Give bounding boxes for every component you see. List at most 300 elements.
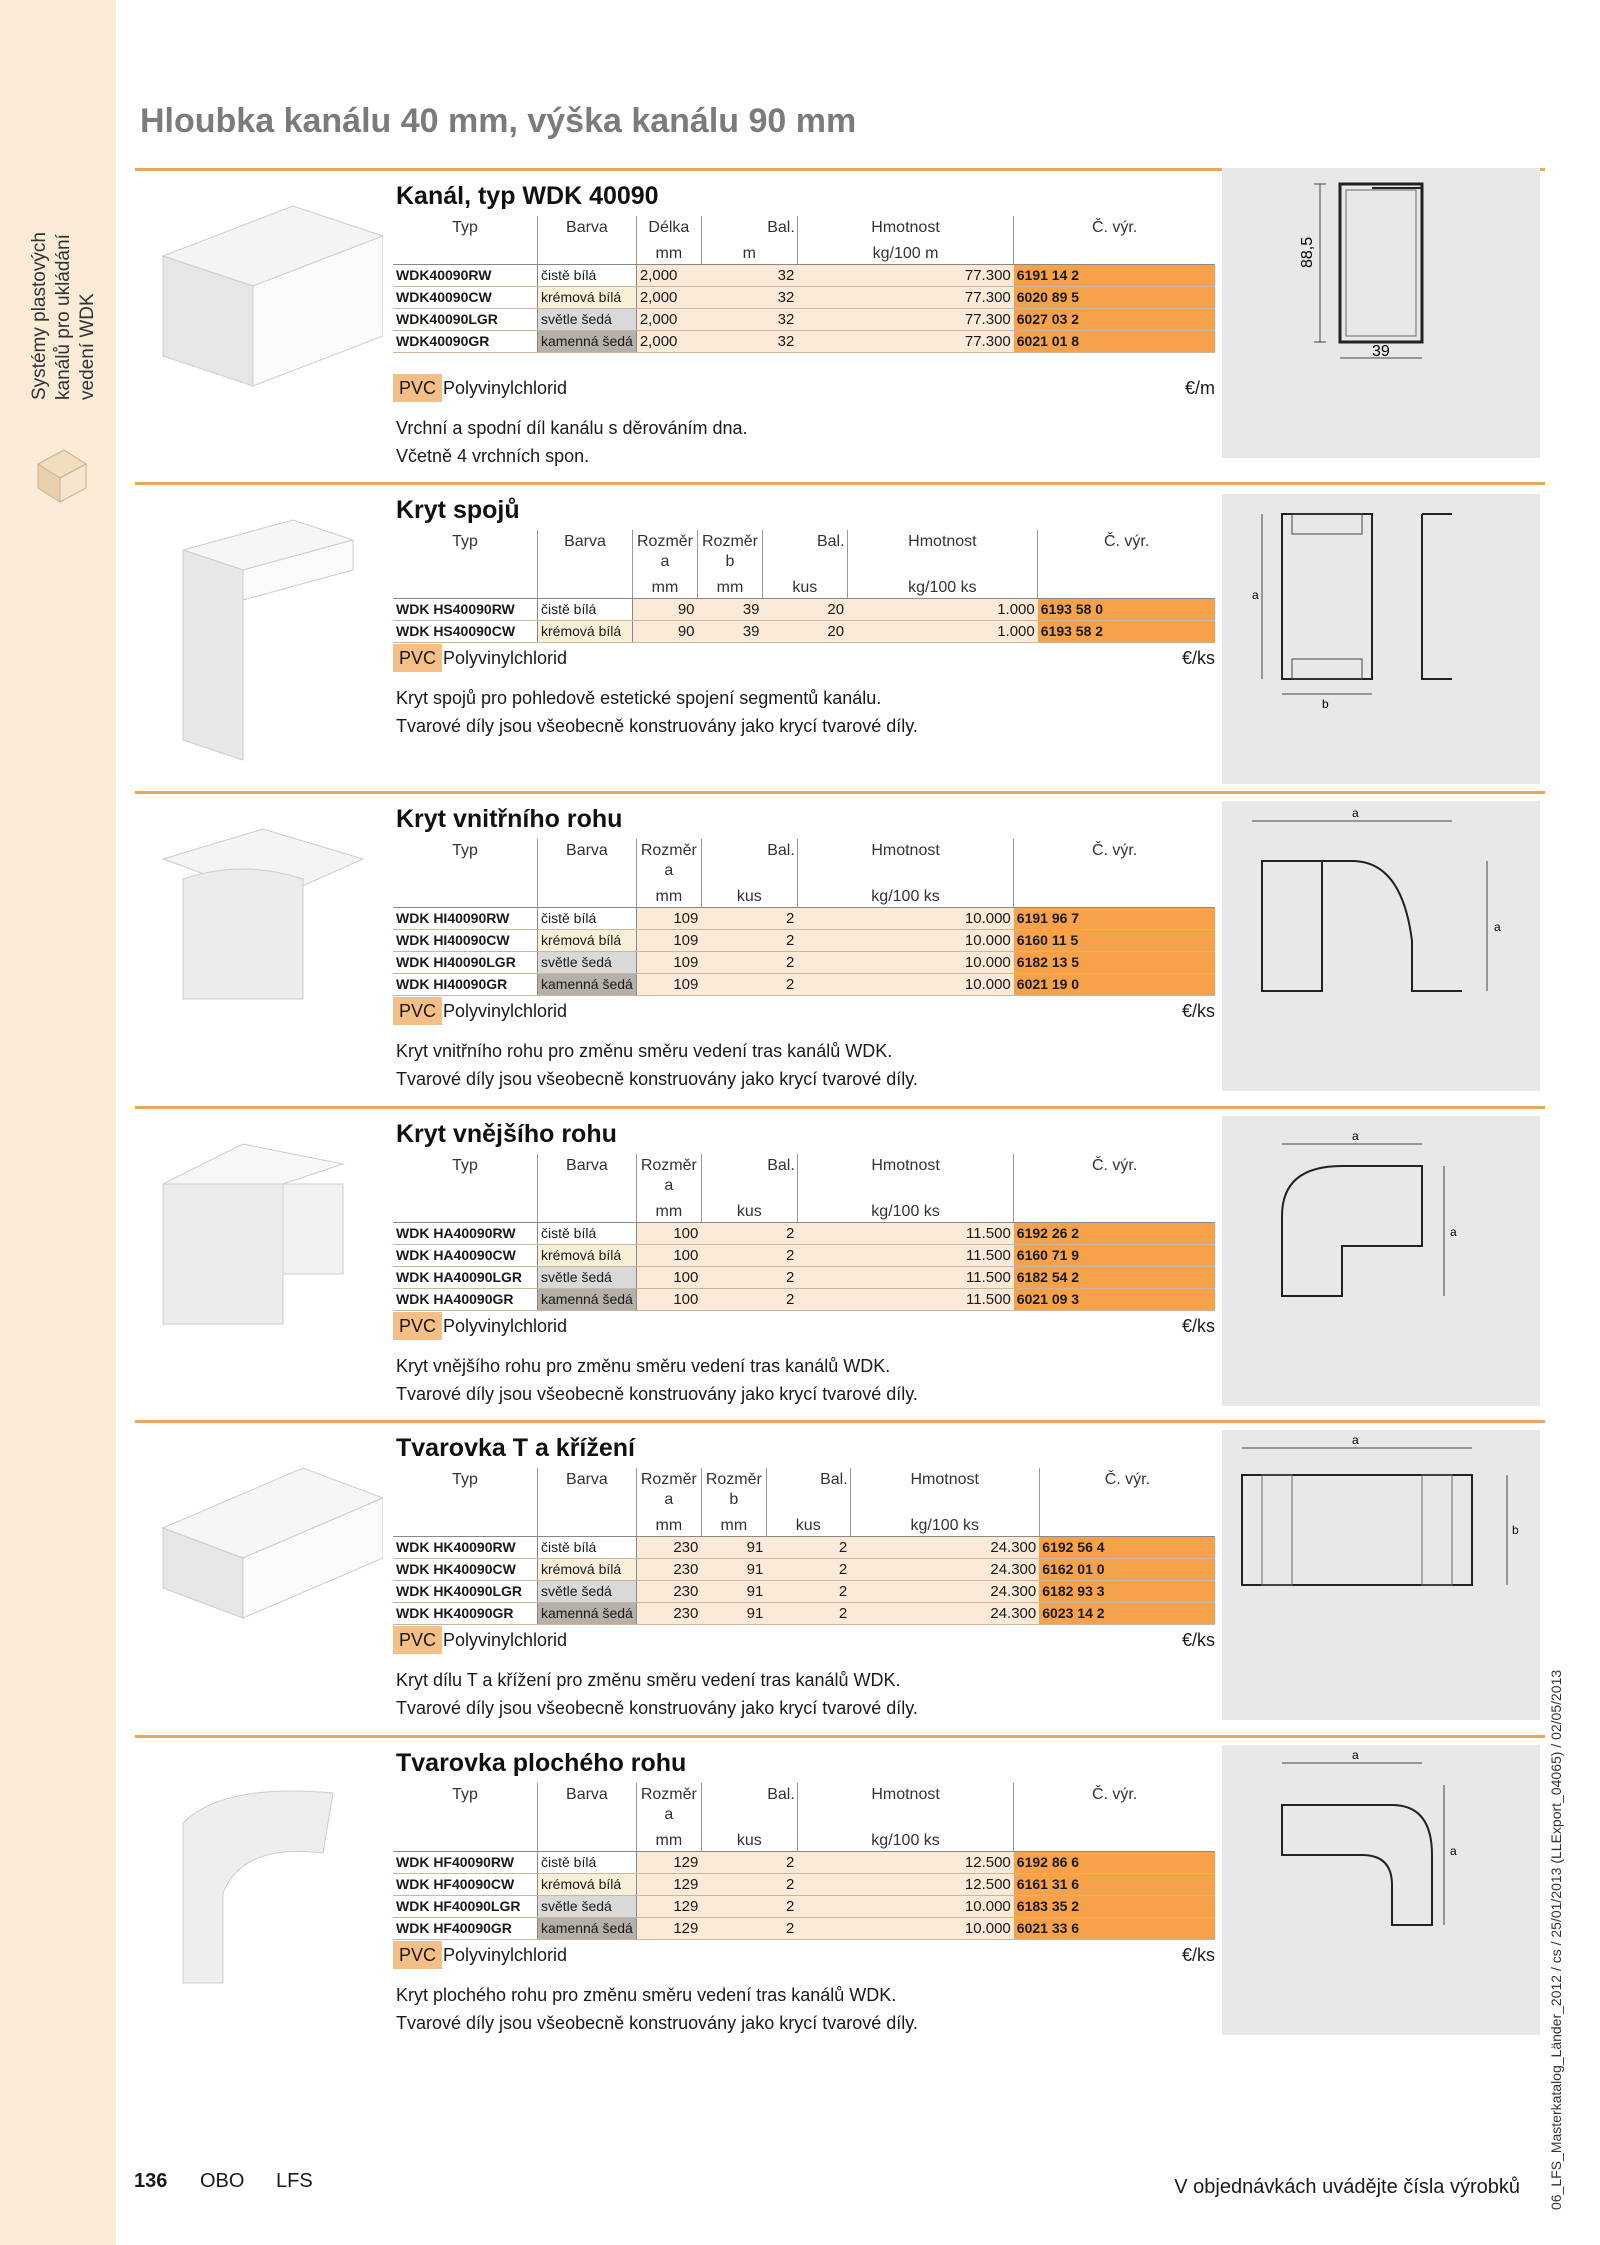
- table-row: [393, 1223, 1215, 1245]
- material-name: Polyvinylchlorid: [443, 1316, 568, 1336]
- order-number: 6021 33 6: [1014, 1918, 1215, 1940]
- color-name: světle šedá: [538, 309, 637, 331]
- table-cell: 2: [766, 1581, 850, 1603]
- material-badge: PVC: [393, 644, 442, 672]
- svg-text:a: a: [1494, 920, 1501, 934]
- page-number: 136: [134, 2170, 168, 2192]
- column-header: Č. výr.: [1038, 530, 1215, 572]
- table-cell: 32: [701, 331, 797, 353]
- column-header: Č. výr.: [1014, 839, 1215, 881]
- material-name: Polyvinylchlorid: [443, 1001, 568, 1021]
- table-cell: 10.000: [797, 930, 1013, 952]
- color-name: krémová bílá: [538, 621, 633, 643]
- order-number: 6160 11 5: [1014, 930, 1215, 952]
- column-unit: [393, 881, 538, 908]
- table-cell: 2: [701, 1918, 797, 1940]
- material-badge: PVC: [393, 997, 442, 1025]
- column-unit: [1014, 881, 1215, 908]
- order-number: 6021 19 0: [1014, 974, 1215, 996]
- product-code: WDK HK40090GR: [393, 1603, 538, 1625]
- table-row: [393, 1874, 1215, 1896]
- description-line: Tvarové díly jsou všeobecně konstruovány jako krycí tvarové díly.: [396, 1698, 918, 1718]
- column-unit: kus: [701, 1825, 797, 1852]
- catalog-meta: 06_LFS_Masterkatalog_Länder_2012 / cs / 25/01/2013 (LLExport_04065) / 02/05/2013: [1548, 1669, 1564, 2210]
- section-description: [396, 1981, 1196, 2037]
- table-cell: 90: [633, 599, 698, 621]
- table-cell: 1.000: [847, 599, 1038, 621]
- table-cell: 10.000: [797, 908, 1013, 930]
- description-line: Kryt vnějšího rohu pro změnu směru vedení tras kanálů WDK.: [396, 1356, 891, 1376]
- table-cell: 20: [763, 621, 848, 643]
- color-name: krémová bílá: [538, 287, 637, 309]
- table-cell: 24.300: [850, 1603, 1039, 1625]
- color-name: krémová bílá: [538, 1874, 637, 1896]
- material-name: Polyvinylchlorid: [443, 1630, 568, 1650]
- material-row: [393, 1626, 1215, 1654]
- color-name: světle šedá: [538, 952, 637, 974]
- table-cell: 77.300: [797, 265, 1013, 287]
- column-unit: mm: [636, 1510, 701, 1537]
- column-header: Bal.: [766, 1468, 850, 1510]
- table-cell: 32: [701, 309, 797, 331]
- product-table: [393, 216, 1215, 353]
- color-name: čistě bílá: [538, 1852, 637, 1874]
- column-header: Barva: [538, 216, 637, 238]
- product-code: WDK HS40090RW: [393, 599, 538, 621]
- table-row: [393, 930, 1215, 952]
- price-unit: €/ks: [1181, 1316, 1215, 1336]
- column-unit: kus: [766, 1510, 850, 1537]
- column-header: Rozměr a: [636, 1468, 701, 1510]
- product-code: WDK HK40090LGR: [393, 1581, 538, 1603]
- dimension-width: 39: [1372, 343, 1390, 360]
- column-header: Bal.: [701, 1783, 797, 1825]
- svg-text:a: a: [1450, 1225, 1457, 1239]
- section-title: Tvarovka T a křížení: [396, 1434, 636, 1462]
- table-cell: 2: [766, 1559, 850, 1581]
- section-description: [396, 1666, 1196, 1722]
- table-cell: 2: [766, 1603, 850, 1625]
- technical-drawing: [1222, 1745, 1540, 2035]
- table-cell: 2,000: [636, 309, 701, 331]
- column-unit: [538, 1825, 637, 1852]
- table-cell: 230: [636, 1559, 701, 1581]
- technical-drawing: [1222, 168, 1540, 458]
- column-unit: [1014, 1825, 1215, 1852]
- footer-brand: OBO: [200, 2170, 245, 2192]
- order-number: 6182 93 3: [1039, 1581, 1215, 1603]
- column-unit: [393, 572, 538, 599]
- column-header: Bal.: [763, 530, 848, 572]
- material-row: [393, 1312, 1215, 1340]
- table-row: [393, 1896, 1215, 1918]
- table-cell: 11.500: [797, 1267, 1013, 1289]
- column-unit: m: [701, 238, 797, 265]
- table-cell: 11.500: [797, 1223, 1013, 1245]
- product-code: WDK HF40090GR: [393, 1918, 538, 1940]
- material-badge: PVC: [393, 1312, 442, 1340]
- table-cell: 2: [701, 1852, 797, 1874]
- product-table: [393, 530, 1215, 643]
- table-row: [393, 599, 1215, 621]
- column-header: Bal.: [701, 1154, 797, 1196]
- table-cell: 100: [636, 1223, 701, 1245]
- description-line: Kryt spojů pro pohledově estetické spojení segmentů kanálu.: [396, 688, 882, 708]
- table-cell: 1.000: [847, 621, 1038, 643]
- material-badge: PVC: [393, 1941, 442, 1969]
- product-table: [393, 1154, 1215, 1311]
- column-unit: kg/100 ks: [797, 881, 1013, 908]
- column-header: Hmotnost: [797, 1783, 1013, 1825]
- product-code: WDK HS40090CW: [393, 621, 538, 643]
- description-line: Tvarové díly jsou všeobecně konstruovány jako krycí tvarové díly.: [396, 2013, 918, 2033]
- section-description: [396, 414, 1196, 470]
- column-header: Hmotnost: [797, 839, 1013, 881]
- price-unit: €/ks: [1181, 648, 1215, 668]
- table-cell: 39: [698, 599, 763, 621]
- table-cell: 2: [701, 930, 797, 952]
- table-row: [393, 1581, 1215, 1603]
- table-cell: 2,000: [636, 331, 701, 353]
- table-cell: 91: [701, 1537, 766, 1559]
- table-cell: 2: [701, 974, 797, 996]
- column-unit: mm: [636, 1825, 701, 1852]
- column-unit: mm: [636, 238, 701, 265]
- section-title: Kryt vnějšího rohu: [396, 1120, 617, 1148]
- product-code: WDK HI40090CW: [393, 930, 538, 952]
- column-header: Barva: [538, 530, 633, 572]
- column-unit: kg/100 ks: [850, 1510, 1039, 1537]
- column-header: Typ: [452, 1471, 478, 1488]
- table-cell: 129: [636, 1852, 701, 1874]
- table-row: [393, 1289, 1215, 1311]
- product-photo: [143, 196, 383, 456]
- column-unit: mm: [636, 1196, 701, 1223]
- product-code: WDK HI40090GR: [393, 974, 538, 996]
- table-row: [393, 1245, 1215, 1267]
- product-table: [393, 1783, 1215, 1940]
- table-row: [393, 974, 1215, 996]
- order-number: 6161 31 6: [1014, 1874, 1215, 1896]
- table-row: [393, 1918, 1215, 1940]
- column-header: Typ: [452, 533, 478, 550]
- order-number: 6191 14 2: [1014, 265, 1215, 287]
- table-cell: 2: [701, 1223, 797, 1245]
- table-cell: 100: [636, 1245, 701, 1267]
- column-header: Č. výr.: [1039, 1468, 1215, 1510]
- table-row: [393, 1559, 1215, 1581]
- dimension-height: 88,5: [1299, 236, 1316, 268]
- product-code: WDK40090CW: [393, 287, 538, 309]
- product-table: [393, 839, 1215, 996]
- price-unit: €/m: [1184, 378, 1215, 398]
- column-header: Délka: [636, 216, 701, 238]
- material-name: Polyvinylchlorid: [443, 378, 568, 398]
- description-line: Tvarové díly jsou všeobecně konstruovány jako krycí tvarové díly.: [396, 716, 918, 736]
- section-description: [396, 1037, 1196, 1093]
- column-header: Rozměr a: [636, 839, 701, 881]
- column-header: Barva: [538, 1154, 637, 1196]
- column-header: Bal.: [701, 216, 797, 238]
- order-number: 6162 01 0: [1039, 1559, 1215, 1581]
- table-cell: 109: [636, 952, 701, 974]
- column-header: Rozměr a: [636, 1154, 701, 1196]
- color-name: světle šedá: [538, 1581, 637, 1603]
- color-name: krémová bílá: [538, 1245, 637, 1267]
- svg-text:b: b: [1322, 697, 1329, 711]
- product-code: WDK HA40090RW: [393, 1223, 538, 1245]
- table-row: [393, 287, 1215, 309]
- color-name: světle šedá: [538, 1267, 637, 1289]
- product-code: WDK HK40090RW: [393, 1537, 538, 1559]
- column-unit: kg/100 ks: [797, 1196, 1013, 1223]
- product-code: WDK HA40090LGR: [393, 1267, 538, 1289]
- order-number: 6192 26 2: [1014, 1223, 1215, 1245]
- svg-text:a: a: [1352, 1129, 1359, 1143]
- table-cell: 109: [636, 908, 701, 930]
- table-cell: 2: [766, 1537, 850, 1559]
- table-cell: 32: [701, 287, 797, 309]
- table-cell: 100: [636, 1267, 701, 1289]
- svg-text:a: a: [1450, 1844, 1457, 1858]
- color-name: kamenná šedá: [538, 1289, 637, 1311]
- color-name: kamenná šedá: [538, 974, 637, 996]
- column-header: Č. výr.: [1014, 216, 1215, 238]
- order-number: 6023 14 2: [1039, 1603, 1215, 1625]
- section-divider: [135, 482, 1545, 485]
- description-line: Kryt vnitřního rohu pro změnu směru vedení tras kanálů WDK.: [396, 1041, 893, 1061]
- product-code: WDK HF40090CW: [393, 1874, 538, 1896]
- table-cell: 129: [636, 1918, 701, 1940]
- column-unit: [538, 1510, 637, 1537]
- table-row: [393, 309, 1215, 331]
- color-name: kamenná šedá: [538, 1603, 637, 1625]
- column-unit: mm: [701, 1510, 766, 1537]
- column-header: Hmotnost: [850, 1468, 1039, 1510]
- product-code: WDK HI40090RW: [393, 908, 538, 930]
- column-unit: [1014, 238, 1215, 265]
- sidebar: [0, 0, 116, 2245]
- order-number: 6182 54 2: [1014, 1267, 1215, 1289]
- column-unit: mm: [698, 572, 763, 599]
- section-divider: [135, 1735, 1545, 1738]
- description-line: Tvarové díly jsou všeobecně konstruovány jako krycí tvarové díly.: [396, 1069, 918, 1089]
- section-title: Kryt vnitřního rohu: [396, 805, 623, 833]
- table-row: [393, 621, 1215, 643]
- price-unit: €/ks: [1181, 1001, 1215, 1021]
- table-cell: 77.300: [797, 309, 1013, 331]
- column-header: Rozměr a: [633, 530, 698, 572]
- column-unit: kg/100 m: [797, 238, 1013, 265]
- column-header: Rozměr b: [701, 1468, 766, 1510]
- column-header: Typ: [452, 1157, 478, 1174]
- product-code: WDK HI40090LGR: [393, 952, 538, 974]
- column-unit: kus: [701, 881, 797, 908]
- column-header: Barva: [538, 839, 637, 881]
- product-code: WDK HK40090CW: [393, 1559, 538, 1581]
- table-cell: 91: [701, 1559, 766, 1581]
- description-line: Vrchní a spodní díl kanálu s děrováním dna.: [396, 418, 748, 438]
- table-cell: 109: [636, 974, 701, 996]
- table-row: [393, 952, 1215, 974]
- table-cell: 90: [633, 621, 698, 643]
- footer-note: V objednávkách uvádějte čísla výrobků: [1174, 2176, 1520, 2198]
- column-header: Č. výr.: [1014, 1783, 1215, 1825]
- table-row: [393, 331, 1215, 353]
- material-row: [393, 644, 1215, 672]
- table-cell: 39: [698, 621, 763, 643]
- table-row: [393, 1852, 1215, 1874]
- column-unit: [538, 572, 633, 599]
- column-unit: kus: [701, 1196, 797, 1223]
- color-name: čistě bílá: [538, 908, 637, 930]
- svg-text:a: a: [1352, 806, 1359, 820]
- table-cell: 91: [701, 1603, 766, 1625]
- color-name: světle šedá: [538, 1896, 637, 1918]
- channel-thumbnail-icon: [34, 446, 90, 506]
- product-code: WDK HF40090RW: [393, 1852, 538, 1874]
- column-header: Typ: [452, 219, 478, 236]
- product-code: WDK40090RW: [393, 265, 538, 287]
- table-cell: 2,000: [636, 265, 701, 287]
- section-title: Kryt spojů: [396, 496, 520, 524]
- order-number: 6192 86 6: [1014, 1852, 1215, 1874]
- product-code: WDK40090GR: [393, 331, 538, 353]
- order-number: 6182 13 5: [1014, 952, 1215, 974]
- column-header: Hmotnost: [847, 530, 1038, 572]
- order-number: 6021 01 8: [1014, 331, 1215, 353]
- table-cell: 129: [636, 1896, 701, 1918]
- product-photo: [143, 819, 383, 1079]
- footer-brand-lfs: LFS: [276, 2170, 313, 2192]
- material-row: [393, 374, 1215, 402]
- table-cell: 32: [701, 265, 797, 287]
- table-cell: 10.000: [797, 1918, 1013, 1940]
- table-cell: 77.300: [797, 287, 1013, 309]
- column-unit: [1038, 572, 1215, 599]
- color-name: krémová bílá: [538, 1559, 637, 1581]
- table-cell: 2: [701, 1245, 797, 1267]
- section-title: Tvarovka plochého rohu: [396, 1749, 687, 1777]
- price-unit: €/ks: [1181, 1630, 1215, 1650]
- column-unit: [393, 238, 538, 265]
- table-cell: 24.300: [850, 1559, 1039, 1581]
- column-unit: kus: [763, 572, 848, 599]
- table-cell: 12.500: [797, 1852, 1013, 1874]
- technical-drawing: [1222, 494, 1540, 784]
- column-header: Typ: [452, 842, 478, 859]
- column-unit: [1014, 1196, 1215, 1223]
- table-cell: 24.300: [850, 1537, 1039, 1559]
- table-cell: 129: [636, 1874, 701, 1896]
- product-table: [393, 1468, 1215, 1625]
- table-cell: 109: [636, 930, 701, 952]
- material-badge: PVC: [393, 1626, 442, 1654]
- section-title: Kanál, typ WDK 40090: [396, 182, 659, 210]
- order-number: 6183 35 2: [1014, 1896, 1215, 1918]
- column-unit: [538, 881, 637, 908]
- table-cell: 230: [636, 1603, 701, 1625]
- section-divider: [135, 791, 1545, 794]
- table-row: [393, 265, 1215, 287]
- svg-text:b: b: [1512, 1523, 1519, 1537]
- table-row: [393, 1537, 1215, 1559]
- table-cell: 11.500: [797, 1245, 1013, 1267]
- table-cell: 2: [701, 908, 797, 930]
- color-name: čistě bílá: [538, 599, 633, 621]
- material-badge: PVC: [393, 374, 442, 402]
- order-number: 6191 96 7: [1014, 908, 1215, 930]
- column-unit: kg/100 ks: [847, 572, 1038, 599]
- table-cell: 10.000: [797, 974, 1013, 996]
- material-name: Polyvinylchlorid: [443, 1945, 568, 1965]
- column-unit: [1039, 1510, 1215, 1537]
- order-number: 6160 71 9: [1014, 1245, 1215, 1267]
- section-description: [396, 684, 1196, 740]
- table-cell: 2,000: [636, 287, 701, 309]
- section-divider: [135, 1420, 1545, 1423]
- table-cell: 2: [701, 1267, 797, 1289]
- product-photo: [143, 1763, 383, 2023]
- table-cell: 20: [763, 599, 848, 621]
- table-cell: 2: [701, 1874, 797, 1896]
- table-cell: 2: [701, 952, 797, 974]
- svg-text:a: a: [1252, 588, 1259, 602]
- column-unit: mm: [636, 881, 701, 908]
- product-code: WDK HA40090GR: [393, 1289, 538, 1311]
- table-cell: 230: [636, 1581, 701, 1603]
- table-cell: 10.000: [797, 952, 1013, 974]
- table-cell: 10.000: [797, 1896, 1013, 1918]
- table-cell: 12.500: [797, 1874, 1013, 1896]
- order-number: 6027 03 2: [1014, 309, 1215, 331]
- column-header: Hmotnost: [797, 216, 1013, 238]
- product-photo: [143, 510, 383, 770]
- table-cell: 24.300: [850, 1581, 1039, 1603]
- table-row: [393, 1603, 1215, 1625]
- color-name: čistě bílá: [538, 1537, 637, 1559]
- column-unit: [538, 1196, 637, 1223]
- sidebar-label: Systémy plastových kanálů pro ukládání vedení WDK: [29, 232, 98, 400]
- column-unit: [393, 1825, 538, 1852]
- color-name: kamenná šedá: [538, 331, 637, 353]
- table-cell: 100: [636, 1289, 701, 1311]
- column-header: Barva: [538, 1783, 637, 1825]
- column-unit: [393, 1196, 538, 1223]
- color-name: kamenná šedá: [538, 1918, 637, 1940]
- color-name: čistě bílá: [538, 1223, 637, 1245]
- material-row: [393, 997, 1215, 1025]
- column-header: Č. výr.: [1014, 1154, 1215, 1196]
- table-cell: 2: [701, 1896, 797, 1918]
- column-header: Bal.: [701, 839, 797, 881]
- product-photo: [143, 1134, 383, 1394]
- page-title: Hloubka kanálu 40 mm, výška kanálu 90 mm: [140, 102, 857, 140]
- column-header: Barva: [538, 1468, 637, 1510]
- column-header: Hmotnost: [797, 1154, 1013, 1196]
- column-unit: [538, 238, 637, 265]
- column-header: Rozměr b: [698, 530, 763, 572]
- order-number: 6020 89 5: [1014, 287, 1215, 309]
- color-name: krémová bílá: [538, 930, 637, 952]
- product-photo: [143, 1448, 383, 1708]
- column-header: Typ: [452, 1786, 478, 1803]
- section-description: [396, 1352, 1196, 1408]
- description-line: Včetně 4 vrchních spon.: [396, 446, 590, 466]
- material-row: [393, 1941, 1215, 1969]
- section-divider: [135, 1106, 1545, 1109]
- order-number: 6021 09 3: [1014, 1289, 1215, 1311]
